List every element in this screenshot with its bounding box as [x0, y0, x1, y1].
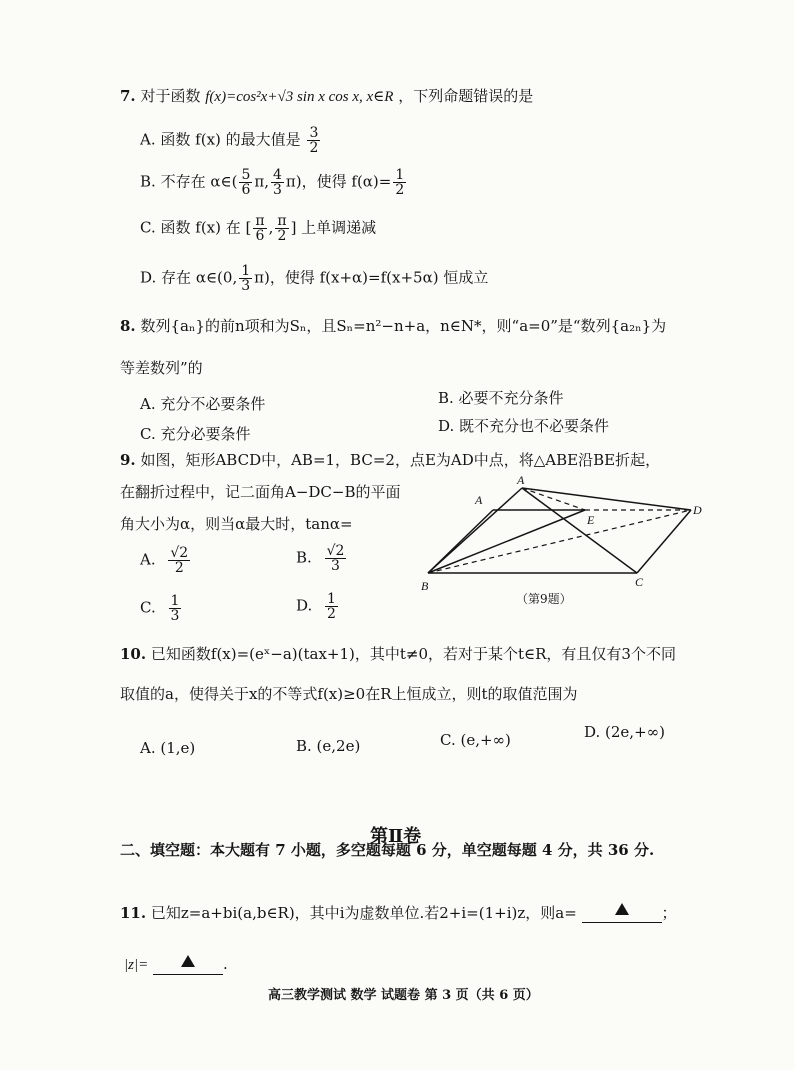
q9-option-b [296, 544, 348, 573]
label-e: E [587, 513, 595, 527]
q8-line1-text: 数列{aₙ}的前n项和为Sₙ，且Sₙ=n²−n+a，n∈N*，则“a=0”是“数列{a₂ₙ}为 [140, 317, 667, 335]
blank-marker-icon [181, 955, 195, 967]
q7-option-b-frac2 [271, 168, 284, 197]
q10-option-d: D. (2e,+∞) [584, 723, 665, 741]
q9-option-b-fraction [325, 544, 347, 573]
q9-option-a-fraction [168, 546, 190, 575]
q8-number: 8. [120, 317, 136, 335]
q7-option-c-text-a: 函数 f(x) 在 [ [160, 218, 252, 237]
q7-option-a [140, 126, 322, 155]
q11-modulus-label: |z|= [124, 957, 149, 973]
q9-option-a [140, 546, 192, 575]
q9-option-d-fraction [325, 592, 338, 621]
q7-option-b-text-b: π)，使得 f(α)= [285, 172, 392, 191]
q8-option-b: B. 必要不充分条件 [438, 389, 564, 407]
q7-option-b-frac3 [393, 168, 406, 197]
q9-option-b-label: B. [296, 548, 312, 567]
q7-option-c [140, 214, 376, 243]
part2-title: 第Ⅱ卷 [370, 826, 422, 847]
q9-option-d [296, 592, 340, 621]
q11-blank-modulus[interactable] [153, 954, 223, 975]
q8-line2: 等差数列”的 [120, 359, 203, 377]
q10-option-c: C. (e,+∞) [440, 731, 511, 749]
q7-option-d-frac1 [239, 264, 252, 293]
q10-line1-text: 已知函数f(x)=(eˣ−a)(tax+1)，其中t≠0，若对于某个t∈R，有且仅有3个不同 [150, 645, 676, 663]
q7-option-b-text-a: 不存在 α∈( [160, 172, 238, 191]
q9-caption: （第9题） [516, 592, 572, 606]
q7-option-d-text-a: 存在 α∈(0, [161, 268, 238, 287]
q9-option-a-label: A. [140, 550, 156, 569]
page-footer: 高三教学测试 数学 试题卷 第 3 页（共 6 页） [268, 988, 539, 1003]
edge-a-folded-e [522, 488, 585, 510]
q7-option-b-mid: π, [254, 172, 269, 191]
q7-option-c-frac2 [275, 214, 288, 243]
q10-number: 10. [120, 645, 147, 663]
q8-option-a: A. 充分不必要条件 [140, 395, 266, 413]
q7-option-d-text-b: π)，使得 f(x+α)=f(x+5α) 恒成立 [254, 268, 489, 287]
q7-option-c-frac1-num: π [255, 213, 265, 229]
q8-line1 [120, 316, 666, 336]
q10-option-b: B. (e,2e) [296, 737, 361, 755]
q9-option-b-num: √2 [326, 543, 345, 559]
label-b: B [421, 579, 429, 593]
q11-line1 [120, 902, 677, 923]
edge-cd [637, 510, 691, 573]
q9-number: 9. [120, 451, 136, 469]
q9-option-c-den: 3 [170, 608, 180, 624]
q7-option-d-frac1-num: 1 [241, 263, 251, 279]
q11-semicolon: ； [661, 904, 677, 922]
q7-option-c-frac2-num: π [277, 213, 287, 229]
q7-option-b-frac2-num: 4 [273, 167, 282, 183]
q7-stem [120, 86, 533, 107]
q7-option-c-label: C. [140, 218, 156, 237]
q7-option-c-mid: , [268, 218, 274, 237]
q7-option-a-num: 3 [309, 125, 319, 141]
q7-option-a-label: A. [140, 130, 156, 149]
q7-function: f(x)=cos²x+√3 sin x cos x, x∈R [205, 89, 394, 105]
q9-line1 [120, 450, 660, 470]
q9-option-c [140, 594, 183, 623]
blank-marker-icon [615, 903, 629, 915]
q11-line2 [124, 954, 228, 975]
q7-option-a-den: 2 [309, 140, 319, 156]
q9-option-d-num: 1 [327, 591, 336, 607]
q7-option-b-label: B. [140, 172, 156, 191]
q10-option-a: A. (1,e) [140, 739, 196, 757]
q7-option-b-frac3-den: 2 [395, 182, 405, 198]
q11-line1-text: 已知z=a+bi(a,b∈R)，其中i为虚数单位.若2+i=(1+i)z，则a= [150, 904, 577, 922]
q7-option-c-frac1 [253, 214, 266, 243]
q7-option-c-frac2-den: 2 [277, 228, 287, 244]
q9-option-c-num: 1 [170, 593, 180, 609]
label-c: C [635, 575, 644, 589]
q7-option-b-frac3-num: 1 [395, 167, 405, 183]
label-a-folded: A [517, 473, 525, 487]
q7-option-b-frac1-den: 6 [241, 182, 251, 198]
q11-period: . [223, 955, 228, 973]
q9-line3: 角大小为α，则当α最大时，tanα= [120, 515, 353, 533]
q7-option-a-fraction [307, 126, 320, 155]
part2-section-heading: 二、填空题：本大题有 7 小题，多空题每题 6 分，单空题每题 4 分，共 36 分. [120, 841, 655, 859]
q8-option-d: D. 既不充分也不必要条件 [438, 417, 610, 435]
q7-option-d [140, 264, 488, 293]
label-a-original: A [475, 493, 483, 507]
q9-line2: 在翻折过程中，记二面角A−DC−B的平面 [120, 483, 401, 501]
q11-number: 11. [120, 904, 147, 922]
q7-option-b-frac2-den: 3 [273, 182, 282, 198]
q9-line1-text: 如图，矩形ABCD中，AB=1，BC=2，点E为AD中点，将△ABE沿BE折起， [140, 451, 661, 469]
q10-line1 [120, 644, 676, 664]
q10-line2: 取值的a，使得关于x的不等式f(x)≥0在R上恒成立，则t的取值范围为 [120, 685, 578, 703]
q7-option-c-frac1-den: 6 [255, 228, 265, 244]
q9-option-a-den: 2 [174, 560, 184, 576]
q7-option-d-frac1-den: 3 [241, 278, 251, 294]
q7-option-b-frac1 [239, 168, 252, 197]
q7-option-a-text: 函数 f(x) 的最大值是 [160, 130, 301, 149]
q7-option-b-frac1-num: 5 [241, 167, 251, 183]
q9-figure [415, 470, 715, 610]
q11-blank-a[interactable] [582, 902, 662, 923]
q7-stem-a: 对于函数 [140, 87, 201, 105]
q7-option-c-text-b: ] 上单调递减 [290, 218, 377, 237]
q7-option-b [140, 168, 408, 197]
q7-option-d-label: D. [140, 268, 157, 287]
q7-number: 7. [120, 87, 136, 105]
q9-option-d-label: D. [296, 596, 313, 615]
q8-option-c: C. 充分必要条件 [140, 425, 251, 443]
q9-option-b-den: 3 [331, 558, 340, 574]
q9-option-c-fraction [169, 594, 182, 623]
label-d: D [693, 503, 702, 517]
q9-option-c-label: C. [140, 598, 156, 617]
q9-option-a-num: √2 [170, 545, 189, 561]
q7-stem-b: ，下列命题错误的是 [398, 87, 534, 105]
q9-option-d-den: 2 [327, 606, 336, 622]
